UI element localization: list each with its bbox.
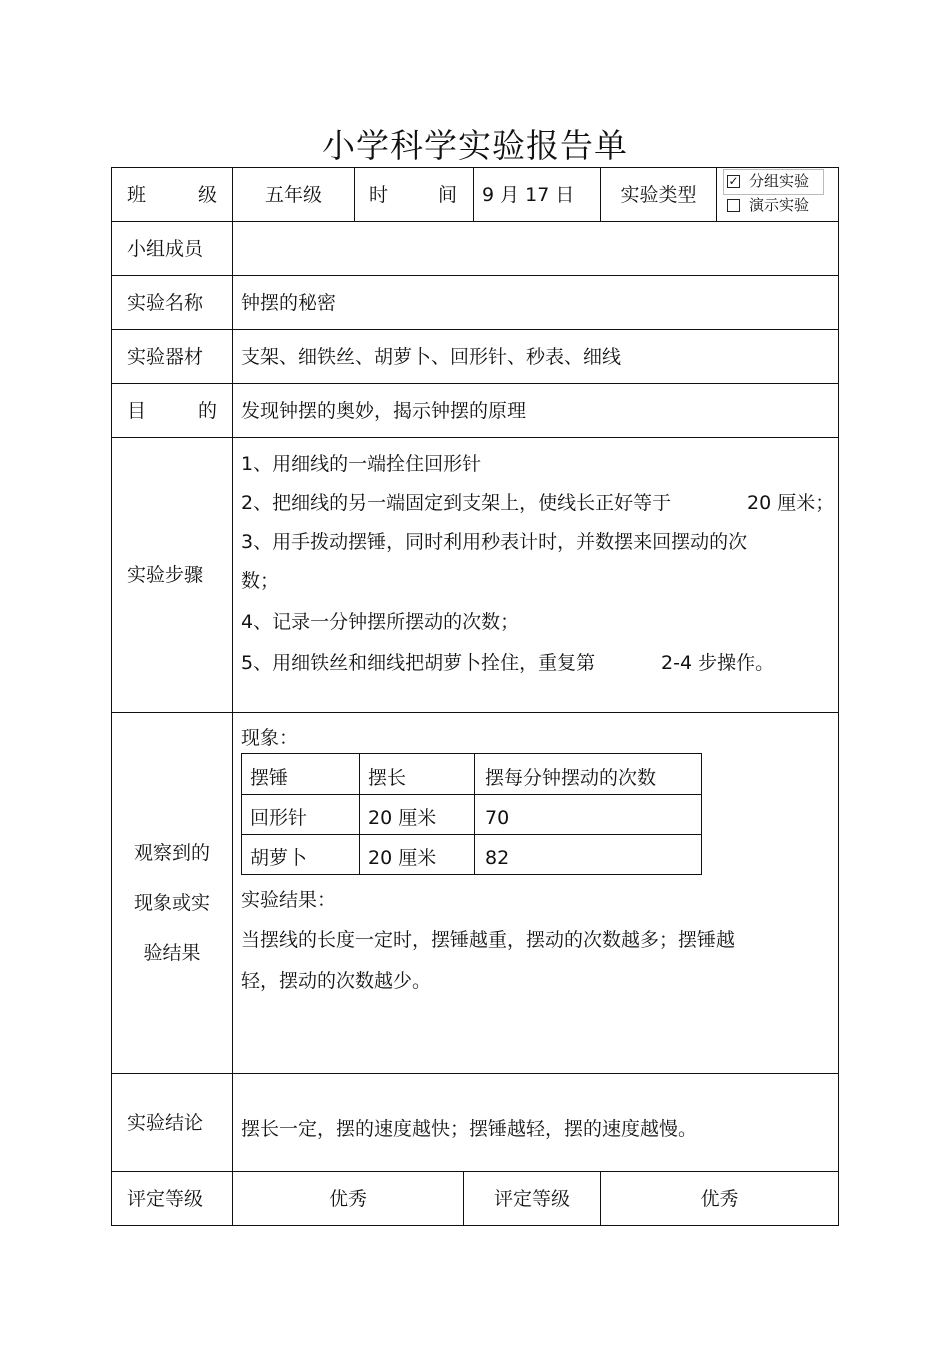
time-value-text: 9 月 17 日 [482,183,575,206]
type-option-label: 分组实验 [749,172,810,190]
name-value [241,276,831,329]
materials-value [241,330,831,383]
observation-label-line: 验结果 [143,942,201,964]
name-value-text: 钟摆的秘密 [241,291,337,314]
rating-value [601,1172,838,1225]
rating-value-text: 优秀 [328,1187,367,1210]
column-divider [716,167,717,222]
table-border-right [838,167,839,1226]
time-value [482,168,600,221]
phenomenon-label: 现象： [241,727,299,749]
table-header-cell: 摆每分钟摆动的次数 [485,767,657,789]
inner-table-border [241,753,242,875]
step-line-continuation: 20 厘米； [747,492,835,514]
checkbox-unchecked-icon[interactable] [727,199,740,212]
table-cell: 20 厘米 [368,847,437,869]
materials-value-text: 支架、细铁丝、胡萝卜、回形针、秒表、细线 [241,345,622,368]
name-label [127,276,227,329]
steps-label-text: 实验步骤 [127,564,204,586]
purpose-value [241,384,831,437]
table-header-cell: 摆长 [368,767,407,789]
table-border-left [111,167,112,1226]
rating-label [464,1172,600,1225]
step-line: 5、用细铁丝和细线把胡萝卜拴住，重复第 [241,652,596,674]
step-line: 数； [241,570,280,592]
result-label: 实验结果： [241,889,337,911]
rating-label-text: 评定等级 [127,1187,204,1210]
table-border-top [111,167,839,168]
checkbox-checked-icon[interactable]: ✓ [728,173,739,188]
conclusion-value-text: 摆长一定，摆的速度越快；摆锤越轻，摆的速度越慢。 [241,1118,698,1140]
class-label [127,168,217,221]
inner-table-border [241,834,702,835]
table-header-cell: 摆锤 [250,767,289,789]
time-label [369,168,457,221]
materials-label-text: 实验器材 [127,345,204,368]
conclusion-label-text: 实验结论 [127,1111,204,1134]
members-label-text: 小组成员 [127,237,204,260]
type-label [601,168,716,221]
observation-label-line: 现象或实 [133,892,210,914]
result-line: 当摆线的长度一定时，摆锤越重，摆动的次数越多；摆锤越 [241,929,736,951]
class-value-text: 五年级 [264,183,322,206]
step-line: 4、记录一分钟摆所摆动的次数； [241,611,520,633]
page-title: 小学科学实验报告单 [322,126,628,165]
rating-value-text: 优秀 [700,1187,739,1210]
table-cell: 回形针 [250,807,308,829]
column-divider [354,167,355,222]
observation-label-line: 观察到的 [133,842,210,864]
column-divider [232,167,233,1226]
purpose-label-char: 的 [197,399,217,422]
purpose-value-text: 发现钟摆的奥妙，揭示钟摆的原理 [241,399,527,422]
row-divider [111,712,839,713]
table-cell: 82 [485,847,510,869]
type-option-group[interactable] [727,172,809,190]
steps-label [127,438,227,712]
step-line: 2、把细线的另一端固定到支架上，使线长正好等于 [241,492,672,514]
purpose-label-char: 目 [127,399,147,422]
inner-table-border [474,753,475,875]
class-value [233,168,354,221]
materials-label [127,330,227,383]
table-border-bottom [111,1225,839,1226]
time-label-char: 间 [437,183,457,206]
rating-label-text: 评定等级 [493,1187,570,1210]
members-label [127,222,227,275]
table-cell: 70 [485,807,510,829]
class-label-char: 级 [197,183,217,206]
inner-table-border [359,753,360,875]
table-cell: 胡萝卜 [250,847,308,869]
class-label-char: 班 [127,183,147,206]
rating-label [127,1172,227,1225]
result-line: 轻，摆动的次数越少。 [241,970,432,992]
conclusion-label [127,1074,227,1171]
type-option-group[interactable] [727,196,809,214]
members-value [241,222,831,275]
time-label-char: 时 [369,183,389,206]
inner-table-border [241,794,702,795]
table-cell: 20 厘米 [368,807,437,829]
observation-label [112,828,232,964]
type-label-text: 实验类型 [620,183,697,206]
rating-value [233,1172,463,1225]
purpose-label [127,384,217,437]
inner-table-border [701,753,702,875]
step-line: 3、用手拨动摆锤，同时利用秒表计时，并数摆来回摆动的次 [241,531,748,553]
step-line-continuation: 2-4 步操作。 [661,652,775,674]
name-label-text: 实验名称 [127,291,204,314]
type-option-label: 演示实验 [749,196,810,214]
inner-table-border [241,753,702,754]
conclusion-value [241,1117,831,1147]
column-divider [473,167,474,222]
step-line: 1、用细线的一端拴住回形针 [241,453,482,475]
inner-table-border [241,874,702,875]
